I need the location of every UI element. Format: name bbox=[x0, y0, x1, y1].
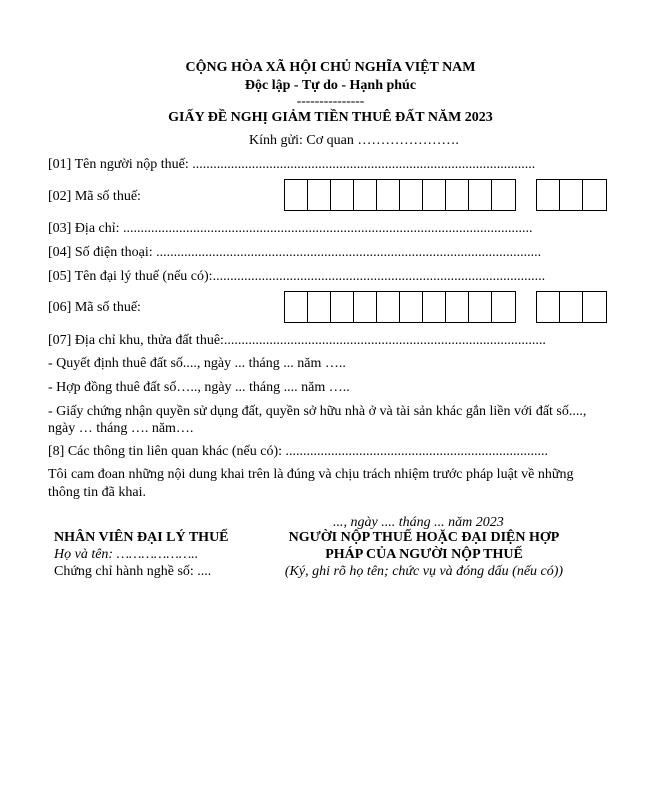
recipient-line: Kính gửi: Cơ quan …………………. bbox=[249, 133, 459, 148]
land-lease-decision: - Quyết định thuê đất số...., ngày ... tháng ... năm ….. bbox=[48, 356, 346, 371]
field-02-tax-code-label: [02] Mã số thuế: bbox=[48, 189, 141, 204]
tax-code-box[interactable] bbox=[377, 180, 400, 210]
tax-code-box[interactable] bbox=[308, 292, 331, 322]
tax-code-box[interactable] bbox=[377, 292, 400, 322]
tax-code-box[interactable] bbox=[423, 292, 446, 322]
tax-code-box[interactable] bbox=[560, 292, 583, 322]
land-use-certificate-line1: - Giấy chứng nhận quyền sử dụng đất, quyền sở hữu nhà ở và tài sản khác gắn liền với đất số...., bbox=[48, 404, 587, 419]
tax-code-box[interactable] bbox=[583, 180, 606, 210]
field-07-land-address: [07] Địa chỉ khu, thửa đất thuê:............................................................................................ bbox=[48, 333, 546, 348]
tax-code-box[interactable] bbox=[423, 180, 446, 210]
nation-header: CỘNG HÒA XÃ HỘI CHỦ NGHĨA VIỆT NAM bbox=[185, 60, 476, 75]
tax-code-boxes-main[interactable] bbox=[284, 179, 516, 211]
field-03-address: [03] Địa chỉ: ..................................................................................................................... bbox=[48, 221, 533, 236]
tax-code-boxes-suffix[interactable] bbox=[536, 179, 607, 211]
tax-code-box[interactable] bbox=[583, 292, 606, 322]
tax-code-box[interactable] bbox=[492, 180, 515, 210]
separator: --------------- bbox=[296, 93, 365, 108]
tax-code-box[interactable] bbox=[400, 292, 423, 322]
tax-code-box[interactable] bbox=[492, 292, 515, 322]
tax-code-box[interactable] bbox=[285, 180, 308, 210]
tax-code-box[interactable] bbox=[354, 292, 377, 322]
field-01-taxpayer-name: [01] Tên người nộp thuế: .................................................................................................. bbox=[48, 157, 536, 172]
field-08-other-info: [8] Các thông tin liên quan khác (nếu có): ........................................................................... bbox=[48, 444, 549, 459]
tax-code-box[interactable] bbox=[331, 292, 354, 322]
tax-code-box[interactable] bbox=[354, 180, 377, 210]
payer-title-line1: NGƯỜI NỘP THUẾ HOẶC ĐẠI DIỆN HỢP bbox=[288, 530, 560, 545]
tax-code-box[interactable] bbox=[285, 292, 308, 322]
tax-code-box[interactable] bbox=[469, 180, 492, 210]
commitment-line2: thông tin đã khai. bbox=[48, 485, 146, 500]
motto: Độc lập - Tự do - Hạnh phúc bbox=[244, 78, 417, 93]
field-06-agent-tax-code-label: [06] Mã số thuế: bbox=[48, 300, 141, 315]
agent-tax-code-boxes-main[interactable] bbox=[284, 291, 516, 323]
payer-title-line2: PHÁP CỦA NGƯỜI NỘP THUẾ bbox=[325, 547, 523, 562]
agent-name-line: Họ và tên: ……………….. bbox=[54, 547, 199, 562]
tax-code-box[interactable] bbox=[308, 180, 331, 210]
tax-code-box[interactable] bbox=[537, 180, 560, 210]
tax-code-box[interactable] bbox=[400, 180, 423, 210]
signature-date: ..., ngày .... tháng ... năm 2023 bbox=[333, 515, 504, 530]
commitment-line1: Tôi cam đoan những nội dung khai trên là đúng và chịu trách nhiệm trước pháp luật về những bbox=[48, 467, 574, 482]
tax-code-box[interactable] bbox=[446, 292, 469, 322]
tax-code-box[interactable] bbox=[537, 292, 560, 322]
tax-code-box[interactable] bbox=[560, 180, 583, 210]
tax-code-box[interactable] bbox=[446, 180, 469, 210]
agent-tax-code-boxes-suffix[interactable] bbox=[536, 291, 607, 323]
tax-code-box[interactable] bbox=[469, 292, 492, 322]
tax-code-box[interactable] bbox=[331, 180, 354, 210]
land-lease-contract: - Hợp đồng thuê đất số….., ngày ... tháng .... năm ….. bbox=[48, 380, 350, 395]
land-use-certificate-line2: ngày … tháng …. năm…. bbox=[48, 421, 194, 436]
payer-signature-note: (Ký, ghi rõ họ tên; chức vụ và đóng dấu (nếu có)) bbox=[284, 564, 564, 579]
agent-certificate-line: Chứng chỉ hành nghề số: .... bbox=[54, 564, 212, 579]
form-title: GIẤY ĐỀ NGHỊ GIẢM TIỀN THUÊ ĐẤT NĂM 2023 bbox=[168, 110, 493, 125]
field-05-tax-agent-name: [05] Tên đại lý thuế (nếu có):............................................................................................... bbox=[48, 269, 546, 284]
field-04-phone: [04] Số điện thoại: .............................................................................................................. bbox=[48, 245, 542, 260]
agent-staff-title: NHÂN VIÊN ĐẠI LÝ THUẾ bbox=[54, 530, 229, 545]
